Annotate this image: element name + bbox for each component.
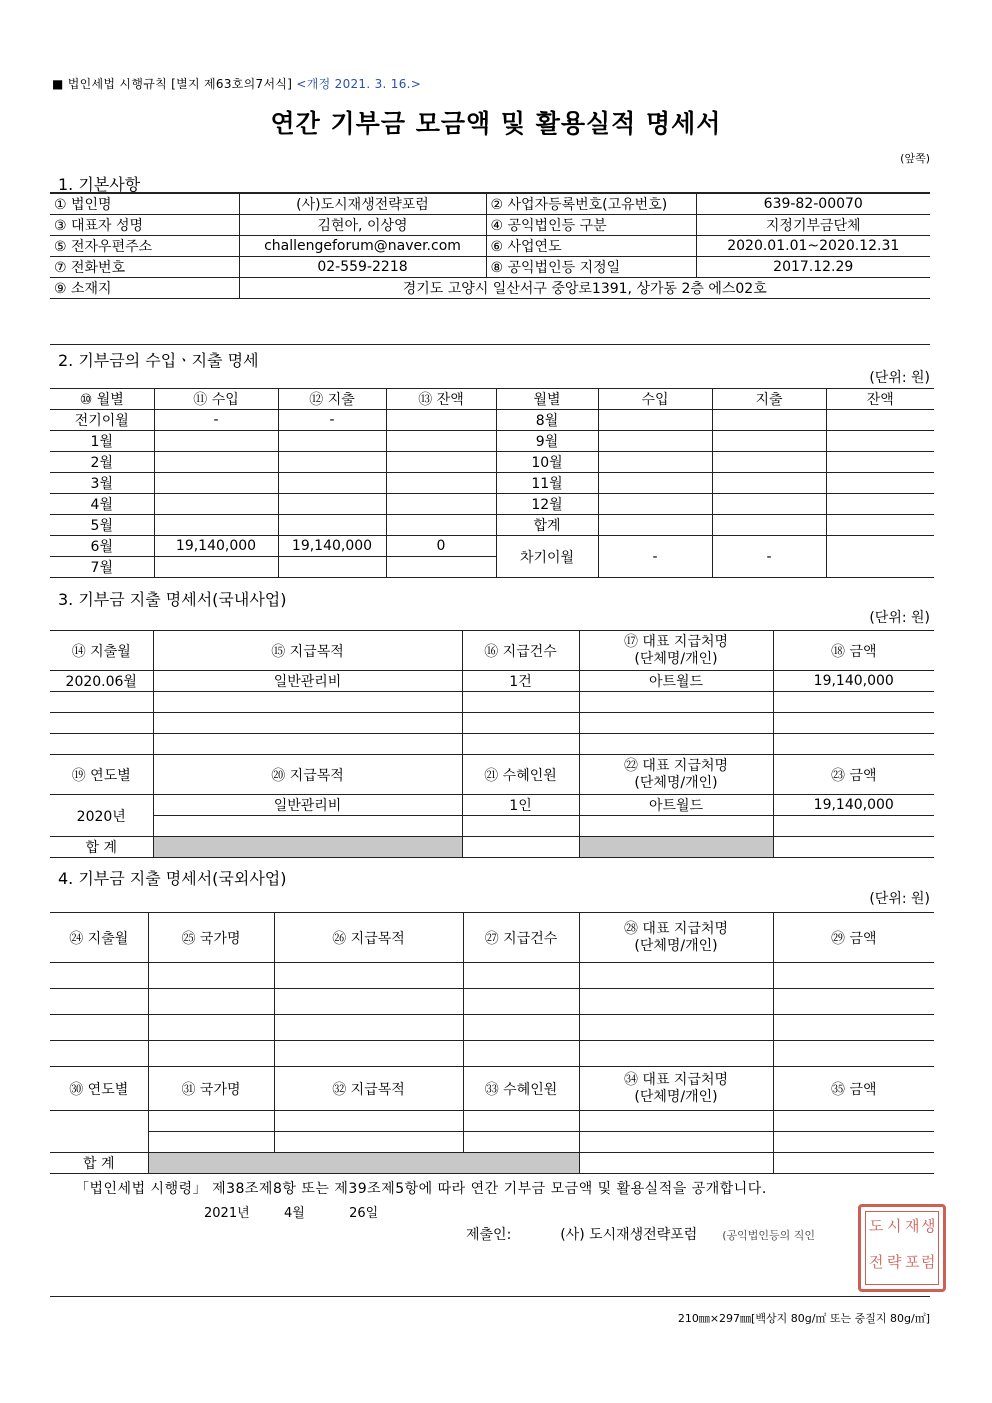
cell <box>148 1041 274 1067</box>
table-row <box>50 671 934 692</box>
col-header: ⑱ 금액 <box>773 631 934 671</box>
col-header: ㉝ 수혜인원 <box>463 1067 579 1111</box>
cell: 19,140,000 <box>154 536 278 557</box>
cell <box>579 989 773 1015</box>
total-label: 합 계 <box>50 1153 148 1174</box>
cell <box>50 713 153 734</box>
cell <box>462 837 579 858</box>
cell <box>278 452 386 473</box>
cell <box>773 1041 934 1067</box>
table-row <box>50 473 934 494</box>
cell <box>148 1111 274 1132</box>
cell <box>579 1041 773 1067</box>
cell <box>579 963 773 989</box>
cell: 4월 <box>50 494 154 515</box>
table-header-row <box>50 389 934 410</box>
income-expense-table <box>50 388 934 578</box>
cell <box>598 473 712 494</box>
cell <box>463 989 579 1015</box>
table-row <box>50 1015 934 1041</box>
col-header: ⑯ 지급건수 <box>462 631 579 671</box>
cell: 1월 <box>50 431 154 452</box>
cell <box>826 410 934 431</box>
cell <box>386 473 496 494</box>
cell <box>579 734 773 755</box>
total-row <box>50 837 934 858</box>
cell: 19,140,000 <box>773 671 934 692</box>
col-header-line1: ⑰ 대표 지급처명 <box>623 633 729 650</box>
table-row <box>50 215 930 236</box>
cell: 19,140,000 <box>773 795 934 816</box>
cell <box>50 692 153 713</box>
col-header: ⑳ 지급목적 <box>153 755 462 795</box>
cell <box>773 989 934 1015</box>
label-cell: ⑦ 전화번호 <box>50 257 239 278</box>
shaded-cell <box>148 1153 579 1174</box>
cell <box>773 692 934 713</box>
cell <box>278 557 386 578</box>
cell <box>50 734 153 755</box>
submitter-line <box>466 1224 815 1244</box>
cell: 3월 <box>50 473 154 494</box>
submitter-label: 제출인: <box>466 1227 512 1243</box>
col-header: ⑪ 수입 <box>154 389 278 410</box>
label-cell: ⑧ 공익법인등 지정일 <box>486 257 696 278</box>
year-cell: 2020년 <box>50 795 153 837</box>
footer-rule <box>50 1296 930 1297</box>
col-header: ㉖ 지급목적 <box>274 913 463 963</box>
cell <box>579 713 773 734</box>
seal-char: 재 <box>905 1217 920 1235</box>
cell <box>462 734 579 755</box>
table-row <box>50 536 934 557</box>
cell <box>598 431 712 452</box>
corp-name: (사)도시재생전략포럼 <box>239 194 486 215</box>
table-row <box>50 431 934 452</box>
label-cell: ④ 공익법인등 구분 <box>486 215 696 236</box>
cell <box>773 1153 934 1174</box>
cell <box>154 515 278 536</box>
table-row <box>50 734 934 755</box>
cell <box>773 816 934 837</box>
col-header: ⑭ 지출월 <box>50 631 153 671</box>
cell <box>153 734 462 755</box>
table-row <box>50 1111 934 1132</box>
col-header <box>579 913 773 963</box>
paper-spec: 210㎜×297㎜[백상지 80g/㎡ 또는 중질지 80g/㎡] <box>677 1312 930 1325</box>
shaded-cell <box>579 837 773 858</box>
cell <box>274 963 463 989</box>
table-row <box>50 816 934 837</box>
cell: 일반관리비 <box>153 671 462 692</box>
table-row <box>50 194 930 215</box>
seal-char: 도 <box>869 1217 884 1235</box>
cell <box>712 431 826 452</box>
cell <box>154 473 278 494</box>
cell <box>826 515 934 536</box>
cell <box>826 431 934 452</box>
col-header-line1: ㉘ 대표 지급처명 <box>623 920 729 937</box>
cell <box>386 494 496 515</box>
cell <box>712 452 826 473</box>
cell <box>462 816 579 837</box>
cell <box>463 1111 579 1132</box>
cell <box>154 431 278 452</box>
cell: 7월 <box>50 557 154 578</box>
cell: 1인 <box>462 795 579 816</box>
cell <box>598 515 712 536</box>
cell <box>712 410 826 431</box>
cell: 전기이월 <box>50 410 154 431</box>
cell <box>154 557 278 578</box>
cell <box>274 1132 463 1153</box>
col-header: ㉚ 연도별 <box>50 1067 148 1111</box>
cell <box>148 989 274 1015</box>
shaded-cell <box>153 837 462 858</box>
seal-note: (공익법인등의 직인 <box>722 1229 815 1242</box>
cell <box>598 494 712 515</box>
table-header-row <box>50 1067 934 1111</box>
cell: - <box>598 536 712 578</box>
col-header <box>579 755 773 795</box>
cell <box>598 410 712 431</box>
cell <box>826 536 934 578</box>
cell <box>148 1015 274 1041</box>
fiscal-year: 2020.01.01~2020.12.31 <box>696 236 930 257</box>
cell <box>773 1132 934 1153</box>
col-header: ㉑ 수혜인원 <box>462 755 579 795</box>
col-header-line2: (단체명/개인) <box>634 937 718 954</box>
org-type: 지정기부금단체 <box>696 215 930 236</box>
section4-unit: (단위: 원) <box>869 891 930 907</box>
col-header: ㉟ 금액 <box>773 1067 934 1111</box>
cell <box>278 473 386 494</box>
table-row <box>50 494 934 515</box>
cell <box>826 452 934 473</box>
date-day: 26일 <box>349 1206 379 1221</box>
col-header-line2: (단체명/개인) <box>634 774 718 791</box>
cell <box>50 1015 148 1041</box>
table-row <box>50 257 930 278</box>
label-cell: ⑤ 전자우편주소 <box>50 236 239 257</box>
cell <box>579 1015 773 1041</box>
col-header-line2: (단체명/개인) <box>634 1088 718 1105</box>
cell <box>773 734 934 755</box>
submitter-name: (사) 도시재생전략포럼 <box>560 1227 698 1243</box>
col-header: ㉕ 국가명 <box>148 913 274 963</box>
cell <box>826 494 934 515</box>
cell <box>153 692 462 713</box>
overseas-expense-table <box>50 912 934 1174</box>
col-header: ㉙ 금액 <box>773 913 934 963</box>
cell <box>274 1041 463 1067</box>
col-header: ㉜ 지급목적 <box>274 1067 463 1111</box>
submission-date <box>204 1202 378 1221</box>
table-row <box>50 989 934 1015</box>
cell: 0 <box>386 536 496 557</box>
section4-title: 4. 기부금 지출 명세서(국외사업) <box>58 869 287 888</box>
col-header: ⑩ 월별 <box>50 389 154 410</box>
table-row <box>50 1132 934 1153</box>
cell <box>463 1041 579 1067</box>
page-title: 연간 기부금 모금액 및 활용실적 명세서 <box>270 109 722 138</box>
designation-date: 2017.12.29 <box>696 257 930 278</box>
label-cell: ⑨ 소재지 <box>50 278 239 299</box>
cell <box>50 1041 148 1067</box>
col-header: 지출 <box>712 389 826 410</box>
cell: 8월 <box>496 410 598 431</box>
cell: 아트월드 <box>579 671 773 692</box>
col-header: ⑲ 연도별 <box>50 755 153 795</box>
cell: 12월 <box>496 494 598 515</box>
cell <box>712 494 826 515</box>
cell: 아트월드 <box>579 795 773 816</box>
col-header: 월별 <box>496 389 598 410</box>
col-header <box>579 1067 773 1111</box>
cell <box>826 473 934 494</box>
cell <box>154 494 278 515</box>
cell: 9월 <box>496 431 598 452</box>
cell <box>712 515 826 536</box>
col-header-line2: (단체명/개인) <box>634 650 718 667</box>
business-number: 639-82-00070 <box>696 194 930 215</box>
col-header: ㉗ 지급건수 <box>463 913 579 963</box>
col-header-line1: ㉒ 대표 지급처명 <box>623 757 729 774</box>
cell <box>386 557 496 578</box>
col-header: ⑬ 잔액 <box>386 389 496 410</box>
table-header-row <box>50 755 934 795</box>
cell <box>579 1111 773 1132</box>
cell <box>773 713 934 734</box>
cell: 2020.06월 <box>50 671 153 692</box>
cell: - <box>154 410 278 431</box>
form-reference <box>52 75 421 92</box>
carry-forward-label: 차기이월 <box>496 536 598 578</box>
cell <box>278 431 386 452</box>
cell <box>463 1015 579 1041</box>
cell: 10월 <box>496 452 598 473</box>
col-header <box>579 631 773 671</box>
section2-top-rule <box>50 344 930 345</box>
cell <box>278 494 386 515</box>
col-header: ㉓ 금액 <box>773 755 934 795</box>
section3-unit: (단위: 원) <box>869 610 930 626</box>
col-header: ⑮ 지급목적 <box>153 631 462 671</box>
seal-char: 략 <box>887 1253 902 1271</box>
table-row <box>50 410 934 431</box>
table-row <box>50 452 934 473</box>
date-month: 4월 <box>283 1206 305 1221</box>
cell <box>712 473 826 494</box>
cell <box>463 1132 579 1153</box>
cell <box>153 816 462 837</box>
table-row <box>50 1041 934 1067</box>
cell <box>386 515 496 536</box>
col-header: ㉔ 지출월 <box>50 913 148 963</box>
cell <box>50 963 148 989</box>
cell: 5월 <box>50 515 154 536</box>
section2-unit: (단위: 원) <box>869 370 930 386</box>
basic-info-table <box>50 193 930 299</box>
table-row <box>50 692 934 713</box>
cell <box>773 837 934 858</box>
cell <box>773 963 934 989</box>
date-year: 2021년 <box>204 1206 250 1221</box>
cell <box>386 410 496 431</box>
label-cell: ⑥ 사업연도 <box>486 236 696 257</box>
cell <box>773 1015 934 1041</box>
cell <box>153 713 462 734</box>
cell <box>579 816 773 837</box>
label-cell: ② 사업자등록번호(고유번호) <box>486 194 696 215</box>
cell: 19,140,000 <box>278 536 386 557</box>
cell: 2월 <box>50 452 154 473</box>
cell <box>50 989 148 1015</box>
col-header-line1: ㉞ 대표 지급처명 <box>623 1071 729 1088</box>
col-header: 수입 <box>598 389 712 410</box>
revision-date: <개정 2021. 3. 16.> <box>296 77 422 91</box>
table-row <box>50 236 930 257</box>
cell <box>154 452 278 473</box>
cell <box>148 963 274 989</box>
cell <box>773 1111 934 1132</box>
cell: 1건 <box>462 671 579 692</box>
representative: 김현아, 이상영 <box>239 215 486 236</box>
table-row <box>50 278 930 299</box>
cell <box>50 1111 148 1153</box>
section3-title: 3. 기부금 지출 명세서(국내사업) <box>58 590 287 609</box>
cell <box>462 713 579 734</box>
section1-title: 1. 기본사항 <box>58 175 141 194</box>
seal-char: 시 <box>887 1217 902 1235</box>
phone: 02-559-2218 <box>239 257 486 278</box>
col-header: 잔액 <box>826 389 934 410</box>
cell <box>463 963 579 989</box>
cell <box>278 515 386 536</box>
table-header-row <box>50 913 934 963</box>
form-reference-text: ■ 법인세법 시행규칙 [별지 제63호의7서식] <box>52 77 293 91</box>
cell: - <box>278 410 386 431</box>
cell <box>386 431 496 452</box>
cell: - <box>712 536 826 578</box>
seal-char: 럼 <box>921 1253 936 1271</box>
cell <box>274 1015 463 1041</box>
cell <box>386 452 496 473</box>
total-row <box>50 1153 934 1174</box>
table-row <box>50 963 934 989</box>
table-header-row <box>50 631 934 671</box>
corporate-seal-stamp <box>858 1204 946 1292</box>
table-row <box>50 515 934 536</box>
table-row <box>50 795 934 816</box>
address: 경기도 고양시 일산서구 중앙로1391, 상가동 2층 에스02호 <box>239 278 930 299</box>
domestic-expense-table <box>50 630 934 858</box>
cell <box>579 1153 773 1174</box>
section2-title: 2. 기부금의 수입ㆍ지출 명세 <box>58 351 259 370</box>
email: challengeforum@naver.com <box>239 236 486 257</box>
cell: 11월 <box>496 473 598 494</box>
label-cell: ③ 대표자 성명 <box>50 215 239 236</box>
cell <box>598 452 712 473</box>
cell <box>274 989 463 1015</box>
label-cell: ① 법인명 <box>50 194 239 215</box>
col-header: ⑫ 지출 <box>278 389 386 410</box>
table-row <box>50 713 934 734</box>
seal-char: 전 <box>869 1253 884 1271</box>
seal-char: 생 <box>921 1217 936 1235</box>
cell <box>462 692 579 713</box>
cell <box>274 1111 463 1132</box>
cell: 6월 <box>50 536 154 557</box>
seal-char: 포 <box>905 1253 920 1271</box>
cell <box>148 1132 274 1153</box>
declaration-text: 「법인세법 시행령」 제38조제8항 또는 제39조제5항에 따라 연간 기부금 모금액 및 활용실적을 공개합니다. <box>75 1181 767 1197</box>
cell: 일반관리비 <box>153 795 462 816</box>
cell <box>579 692 773 713</box>
cell <box>579 1132 773 1153</box>
cell: 합계 <box>496 515 598 536</box>
col-header: ㉛ 국가명 <box>148 1067 274 1111</box>
total-label: 합 계 <box>50 837 153 858</box>
front-side-label: (앞쪽) <box>900 152 930 165</box>
